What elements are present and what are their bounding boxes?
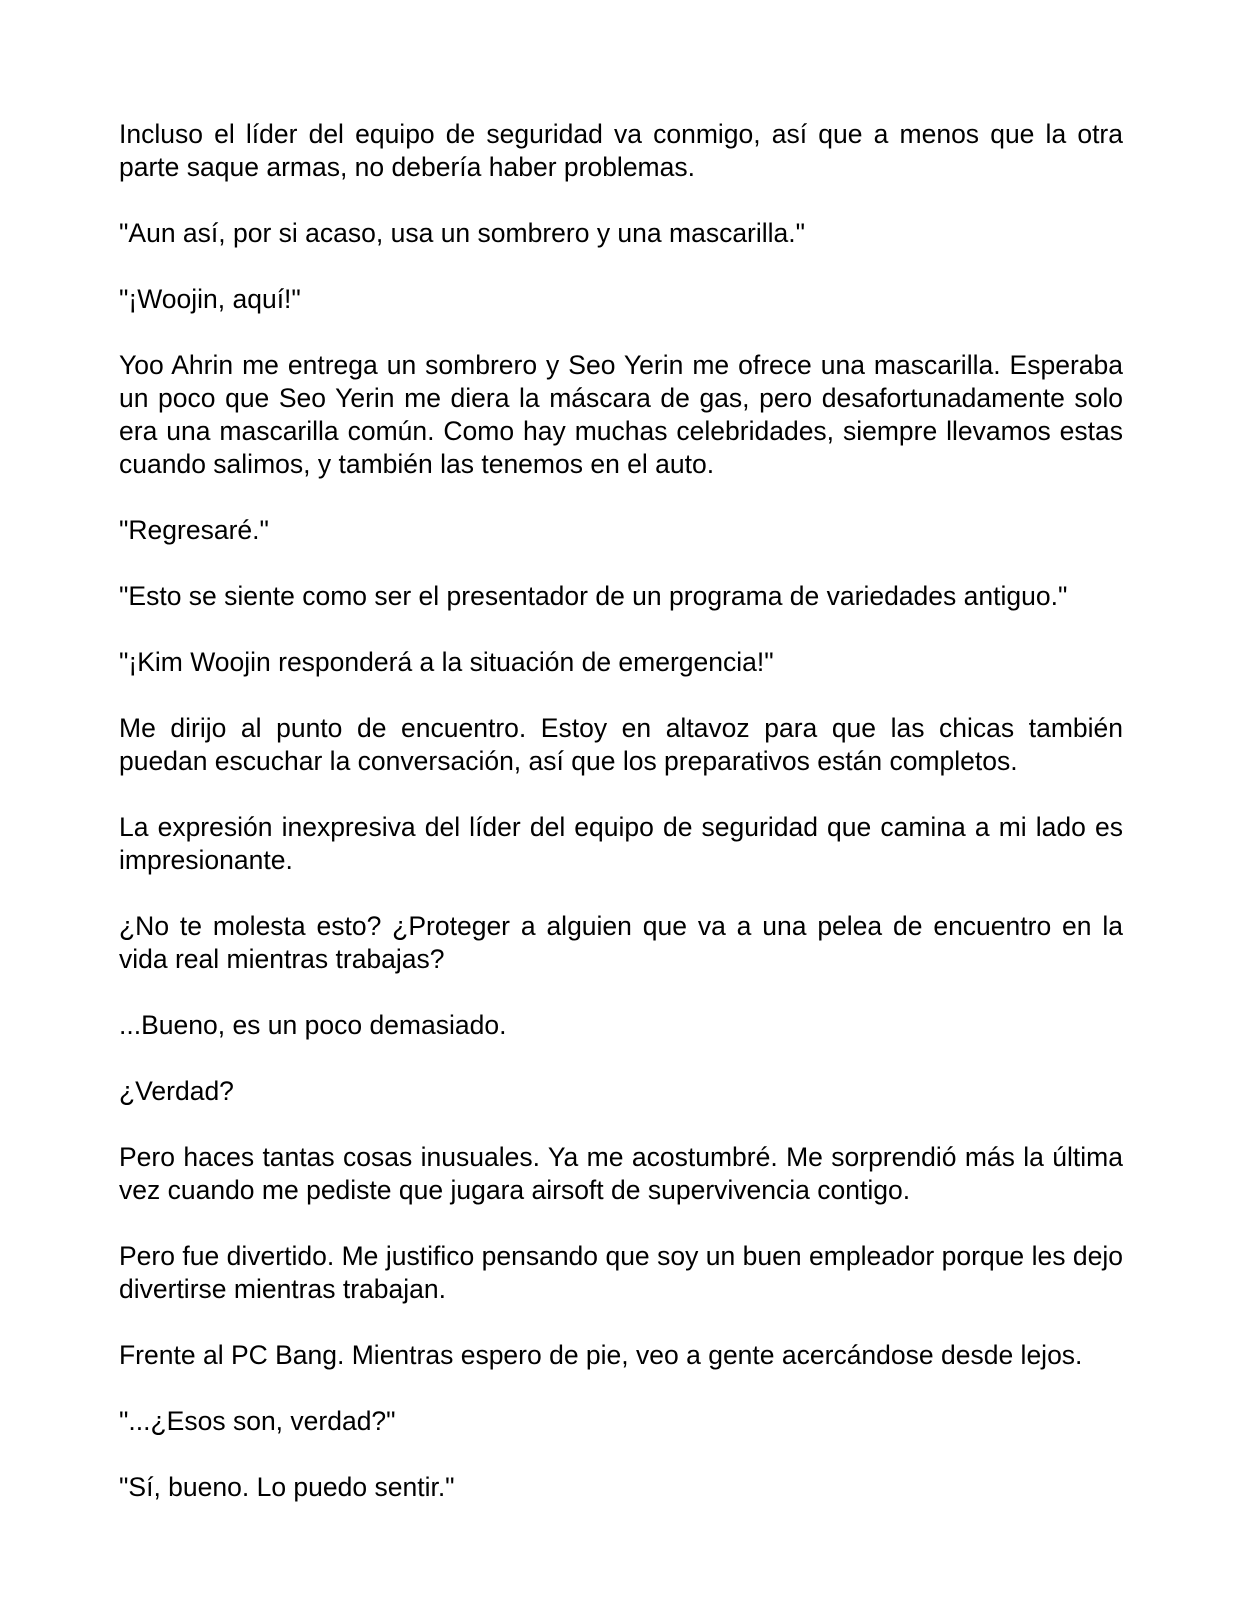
paragraph: Frente al PC Bang. Mientras espero de pie, veo a gente acercándose desde lejos. — [119, 1340, 1083, 1370]
paragraph: Pero fue divertido. Me justifico pensando que soy un buen empleador porque les dejo divertirse mientras trabajan. — [119, 1241, 1123, 1304]
paragraph: "¡Kim Woojin responderá a la situación de emergencia!" — [119, 647, 774, 677]
paragraph: "Esto se siente como ser el presentador de un programa de variedades antiguo." — [119, 581, 1068, 611]
paragraph: "Aun así, por si acaso, usa un sombrero y una mascarilla." — [119, 218, 806, 248]
document-body — [119, 118, 1123, 1537]
paragraph: "¡Woojin, aquí!" — [119, 284, 301, 314]
paragraph: ...Bueno, es un poco demasiado. — [119, 1010, 507, 1040]
paragraph: La expresión inexpresiva del líder del equipo de seguridad que camina a mi lado es impresionante. — [119, 812, 1123, 875]
paragraph: ¿Verdad? — [119, 1076, 234, 1106]
paragraph: Incluso el líder del equipo de seguridad va conmigo, así que a menos que la otra parte saque armas, no debería haber problemas. — [119, 119, 1123, 182]
paragraph: "Sí, bueno. Lo puedo sentir." — [119, 1472, 455, 1502]
paragraph: Me dirijo al punto de encuentro. Estoy en altavoz para que las chicas también puedan escuchar la conversación, así que los preparativos están completos. — [119, 713, 1123, 776]
paragraph: Pero haces tantas cosas inusuales. Ya me acostumbré. Me sorprendió más la última vez cuando me pediste que jugara airsoft de supervivencia contigo. — [119, 1142, 1123, 1205]
paragraph: "Regresaré." — [119, 515, 269, 545]
paragraph: Yoo Ahrin me entrega un sombrero y Seo Yerin me ofrece una mascarilla. Esperaba un poco que Seo Yerin me diera la máscara de gas, pero desafortunadamente solo era una mascarilla común. Como hay muchas celebridades, siempre llevamos estas cuando salimos, y también las tenemos en el auto. — [119, 350, 1123, 479]
paragraph: "...¿Esos son, verdad?" — [119, 1406, 396, 1436]
paragraph: ¿No te molesta esto? ¿Proteger a alguien que va a una pelea de encuentro en la vida real mientras trabajas? — [119, 911, 1123, 974]
